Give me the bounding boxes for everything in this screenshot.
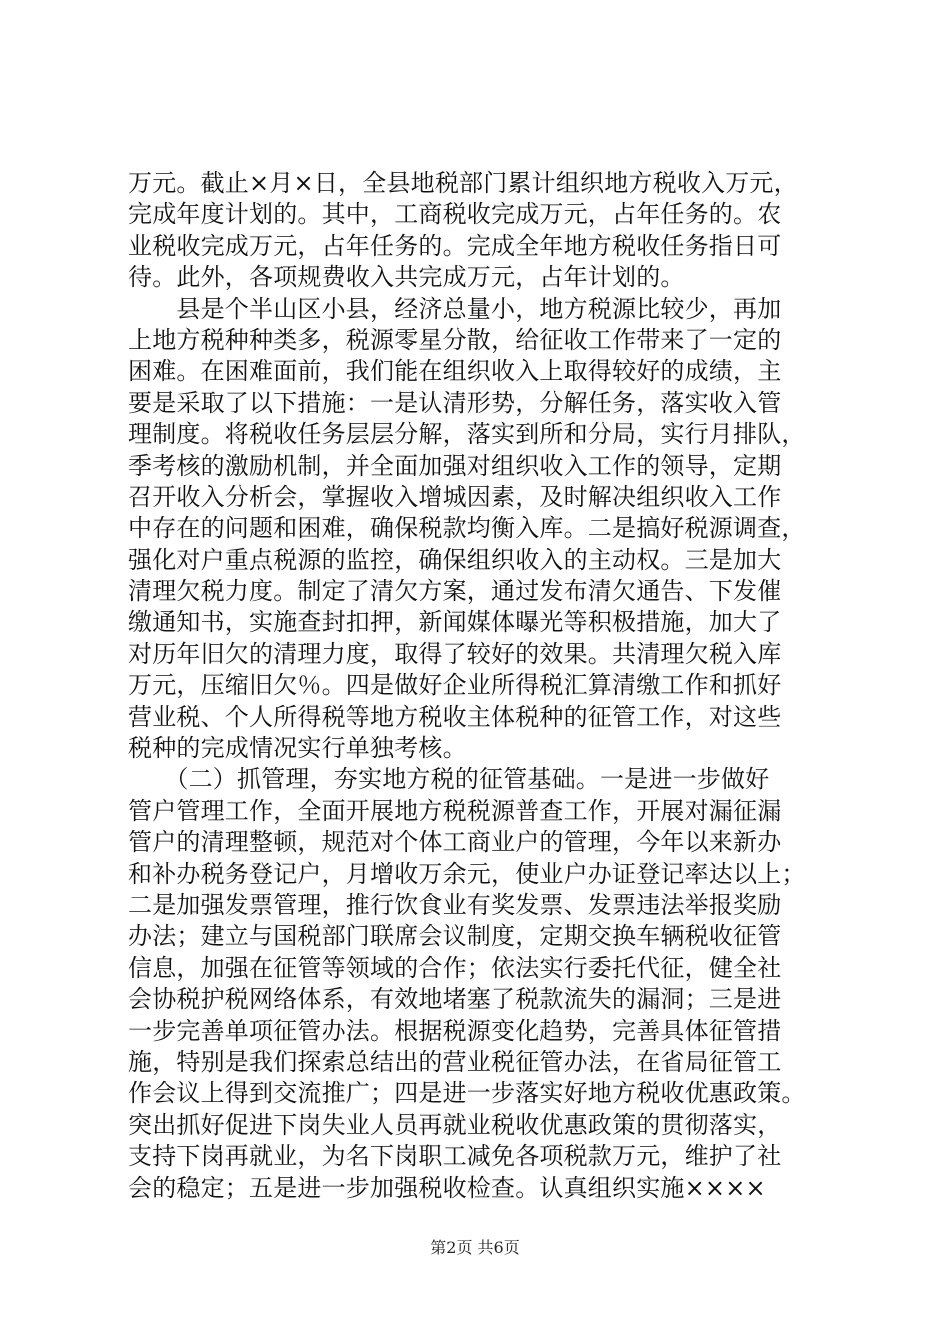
text-line: 信息，加强在征管等领域的合作；依法实行委托代征，健全社: [128, 953, 782, 982]
text-line: 支持下岗再就业，为名下岗职工减免各项税款万元，维护了社: [128, 1142, 782, 1171]
text-line: 作会议上得到交流推广；四是进一步落实好地方税收优惠政策。: [128, 1079, 806, 1108]
page-footer: 第2页 共6页: [430, 1238, 520, 1257]
text-line: 税种的完成情况实行单独考核。: [128, 734, 467, 763]
text-line: 会协税护税网络体系，有效地堵塞了税款流失的漏洞；三是进: [128, 985, 782, 1014]
text-line: 要是采取了以下措施：一是认清形势，分解任务，落实收入管: [128, 388, 782, 417]
text-line: 管户的清理整顿，规范对个体工商业户的管理，今年以来新办: [128, 828, 782, 857]
text-line: 季考核的激励机制，并全面加强对组织收入工作的领导，定期: [128, 451, 782, 480]
text-line: 业税收完成万元，占年任务的。完成全年地方税收任务指日可: [128, 231, 782, 260]
text-line: 困难。在困难面前，我们能在组织收入上取得较好的成绩，主: [128, 357, 782, 386]
text-line: 施，特别是我们探索总结出的营业税征管办法，在省局征管工: [128, 1047, 782, 1076]
text-line: 办法；建立与国税部门联席会议制度，定期交换车辆税收征管: [128, 922, 782, 951]
text-line: 万元，压缩旧欠％。四是做好企业所得税汇算清缴工作和抓好: [128, 671, 782, 700]
text-line: 缴通知书，实施查封扣押，新闻媒体曝光等积极措施，加大了: [128, 608, 782, 637]
text-line: 召开收入分析会，掌握收入增城因素，及时解决组织收入工作: [128, 482, 782, 511]
text-line: 强化对户重点税源的监控，确保组织收入的主动权。三是加大: [128, 545, 782, 574]
document-body: [128, 168, 828, 1204]
text-line: 中存在的问题和困难，确保税款均衡入库。二是搞好税源调查，: [128, 514, 806, 543]
text-line: 县是个半山区小县，经济总量小，地方税源比较少，再加: [128, 294, 782, 323]
text-line: 会的稳定；五是进一步加强税收检查。认真组织实施××××: [128, 1173, 766, 1202]
text-line: 营业税、个人所得税等地方税收主体税种的征管工作，对这些: [128, 702, 782, 731]
text-line: 一步完善单项征管办法。根据税源变化趋势，完善具体征管措: [128, 1016, 782, 1045]
text-line: 管户管理工作，全面开展地方税税源普查工作，开展对漏征漏: [128, 796, 782, 825]
text-line: 二是加强发票管理，推行饮食业有奖发票、发票违法举报奖励: [128, 890, 782, 919]
text-line: 上地方税种种类多，税源零星分散，给征收工作带来了一定的: [128, 325, 782, 354]
text-line: 清理欠税力度。制定了清欠方案，通过发布清欠通告、下发催: [128, 577, 782, 606]
text-line: 完成年度计划的。其中，工商税收完成万元，占年任务的。农: [128, 200, 782, 229]
text-line: 对历年旧欠的清理力度，取得了较好的效果。共清理欠税入库: [128, 639, 782, 668]
text-line: 待。此外，各项规费收入共完成万元，占年计划的。: [128, 263, 685, 292]
text-line: 万元。截止×月×日，全县地税部门累计组织地方税收入万元，: [128, 169, 798, 197]
text-line: 理制度。将税收任务层层分解，落实到所和分局，实行月排队，: [128, 420, 806, 449]
text-line: 和补办税务登记户，月增收万余元，使业户办证登记率达以上；: [128, 859, 806, 888]
text-line: （二）抓管理，夯实地方税的征管基础。一是进一步做好: [128, 765, 770, 794]
text-line: 突出抓好促进下岗失业人员再就业税收优惠政策的贯彻落实，: [128, 1110, 782, 1139]
